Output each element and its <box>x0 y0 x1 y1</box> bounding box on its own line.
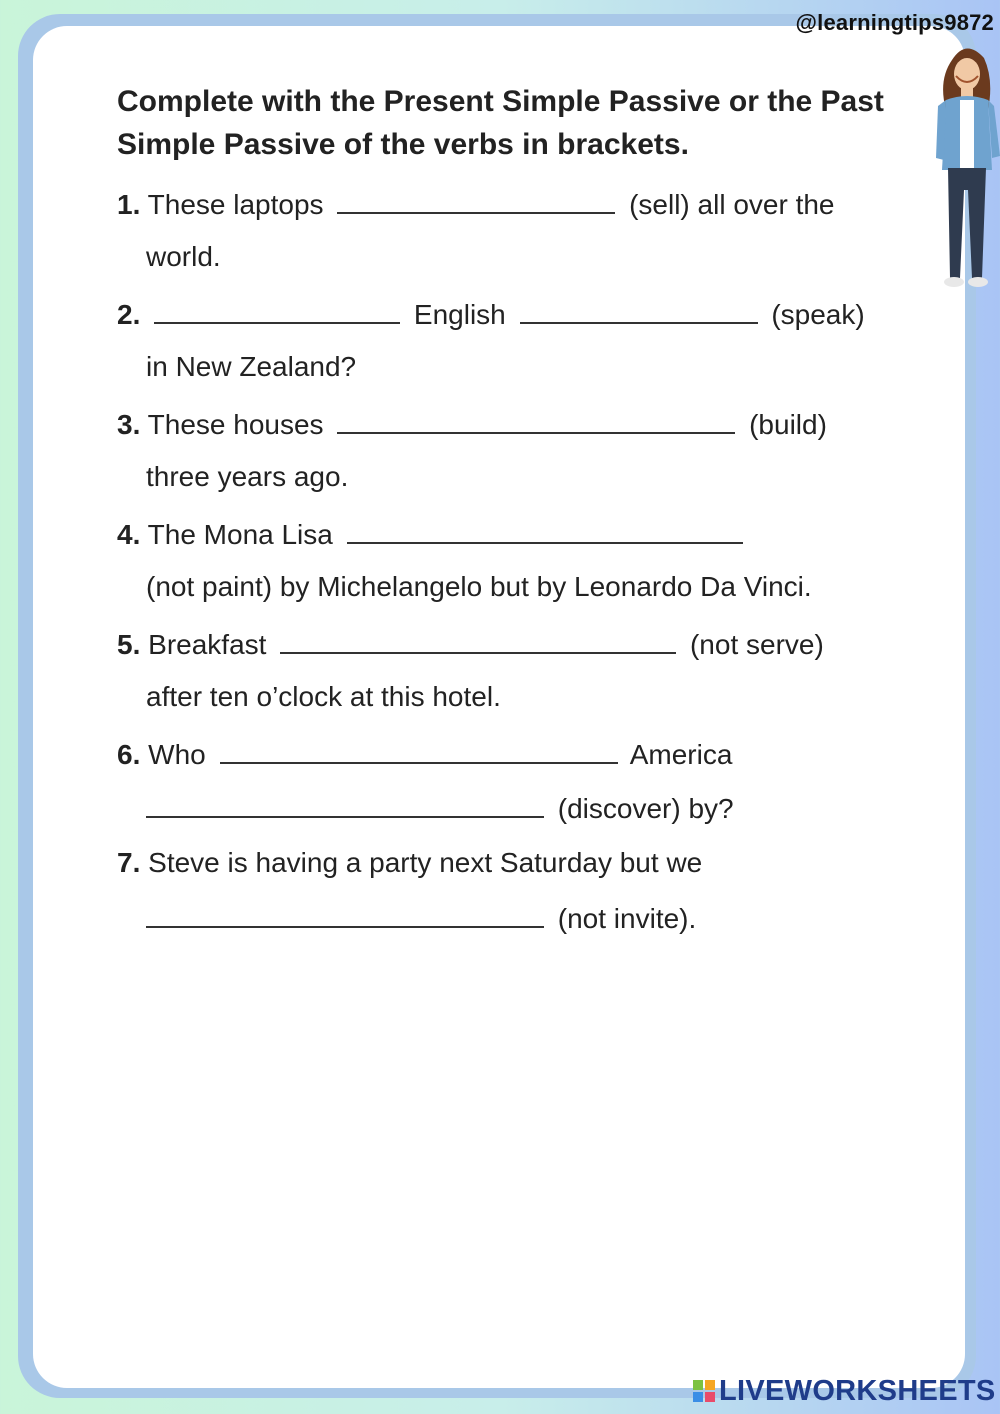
exercise-6-line-2 <box>146 790 734 826</box>
exercise-6-line-1 <box>117 736 732 772</box>
exercise-number: 5. <box>117 629 141 660</box>
exercise-number: 2. <box>117 299 141 330</box>
exercise-2-line-2: in New Zealand? <box>146 351 357 382</box>
answer-blank-5[interactable] <box>280 626 676 654</box>
exercise-text: Who <box>148 739 206 770</box>
exercise-text: (sell) all over the <box>629 189 835 220</box>
exercise-5-line-1 <box>117 626 824 662</box>
author-handle: @learningtips9872 <box>795 10 994 35</box>
answer-blank-4[interactable] <box>347 516 743 544</box>
exercise-number: 4. <box>117 519 141 550</box>
liveworksheets-logo-icon <box>693 1380 715 1402</box>
exercise-5-line-2: after ten o’clock at this hotel. <box>146 681 501 712</box>
exercise-number: 6. <box>117 739 141 770</box>
exercise-1-line-2: world. <box>146 241 221 272</box>
teacher-illustration <box>930 40 1000 290</box>
exercise-2-line-1 <box>117 296 865 332</box>
exercise-text: Steve is having a party next Saturday but we <box>148 847 703 878</box>
answer-blank-6a[interactable] <box>220 736 618 764</box>
exercise-number: 1. <box>117 189 141 220</box>
exercise-7-line-2 <box>146 900 696 936</box>
exercise-text: (not invite). <box>557 903 697 934</box>
answer-blank-3[interactable] <box>337 406 735 434</box>
exercise-text: The Mona Lisa <box>147 519 333 550</box>
instructions-title: Complete with the Present Simple Passive or the Past Simple Passive of the verbs in brackets. <box>117 85 884 161</box>
exercise-text: Breakfast <box>148 629 267 660</box>
exercise-4-line-2: (not paint) by Michelangelo but by Leonardo Da Vinci. <box>146 571 812 602</box>
liveworksheets-brand: LIVEWORKSHEETS <box>719 1374 996 1407</box>
answer-blank-2b[interactable] <box>520 296 758 324</box>
exercise-4-line-1 <box>117 516 749 552</box>
liveworksheets-logo <box>693 1374 996 1408</box>
exercise-number: 7. <box>117 847 141 878</box>
exercise-text: (speak) <box>771 299 865 330</box>
exercise-text: These laptops <box>147 189 324 220</box>
exercise-text: America <box>629 739 733 770</box>
exercise-text: (not serve) <box>689 629 824 660</box>
exercise-text: (build) <box>749 409 827 440</box>
exercise-number: 3. <box>117 409 141 440</box>
exercise-text: These houses <box>147 409 324 440</box>
exercise-text: (discover) by? <box>557 793 734 824</box>
answer-blank-7[interactable] <box>146 900 544 928</box>
exercise-3-line-1 <box>117 406 827 442</box>
answer-blank-1[interactable] <box>337 186 615 214</box>
exercise-text: English <box>413 299 506 330</box>
exercise-7-line-1 <box>117 846 702 880</box>
exercise-3-line-2: three years ago. <box>146 461 349 492</box>
exercise-1-line-1 <box>117 186 835 222</box>
answer-blank-2a[interactable] <box>154 296 400 324</box>
answer-blank-6b[interactable] <box>146 790 544 818</box>
